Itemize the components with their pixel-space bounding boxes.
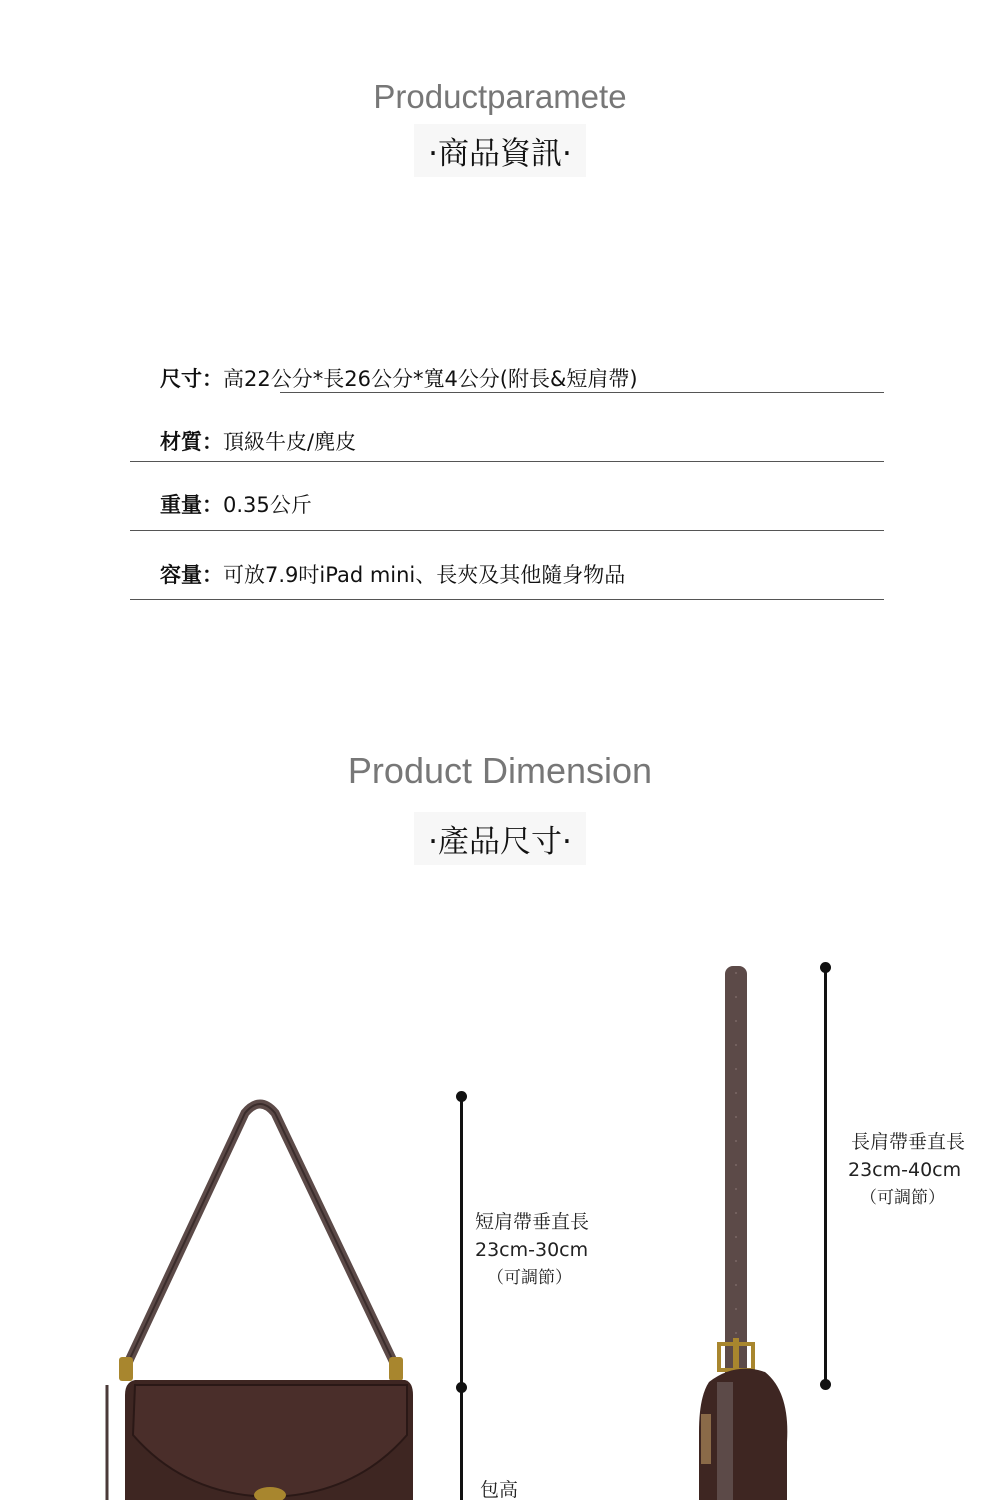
bag-long-strap-image: [695, 962, 805, 1500]
bag-short-strap-image: [95, 1095, 425, 1500]
spec-value: 可放7.9吋iPad mini、長夾及其他隨身物品: [223, 563, 626, 587]
spec-row-capacity: [130, 556, 884, 596]
spec-label: 尺寸：: [160, 367, 223, 391]
long-strap-note: [848, 1128, 965, 1212]
divider: [280, 392, 884, 393]
spec-value: 頂級牛皮/麂皮: [223, 430, 357, 454]
bag-height-label: 包高: [480, 1479, 519, 1500]
measure-line-short-strap: [460, 1096, 463, 1500]
long-strap-range: 23cm-40cm: [848, 1159, 962, 1181]
section-title-en: Productparamete: [373, 78, 627, 115]
divider: [130, 599, 884, 600]
long-strap-title: 長肩帶垂直長: [851, 1131, 966, 1153]
long-strap-adjustable: （可調節）: [860, 1188, 945, 1208]
dimension-title-zh: ·產品尺寸·: [0, 812, 1000, 865]
divider: [130, 530, 884, 531]
spec-label: 容量：: [160, 563, 223, 587]
spec-value: 0.35公斤: [223, 493, 312, 517]
measure-dot-bottom: [820, 1379, 831, 1390]
short-strap-adjustable: （可調節）: [487, 1268, 572, 1288]
short-strap-title: 短肩帶垂直長: [475, 1211, 590, 1233]
divider: [130, 461, 884, 462]
spec-label: 重量：: [160, 493, 223, 517]
measure-dot-mid: [456, 1382, 467, 1393]
spec-row-material: [130, 423, 884, 463]
dimension-title-en: Product Dimension: [347, 750, 653, 791]
spec-row-size: [130, 360, 884, 400]
spec-value: 高22公分*長26公分*寬4公分(附長&短肩帶): [223, 367, 638, 391]
short-strap-note: [475, 1208, 589, 1292]
section-title-zh: ·商品資訊·: [0, 124, 1000, 177]
spec-row-weight: [130, 486, 884, 526]
measure-line-long-strap: [824, 967, 827, 1383]
spec-label: 材質：: [160, 430, 223, 454]
short-strap-range: 23cm-30cm: [475, 1239, 589, 1261]
